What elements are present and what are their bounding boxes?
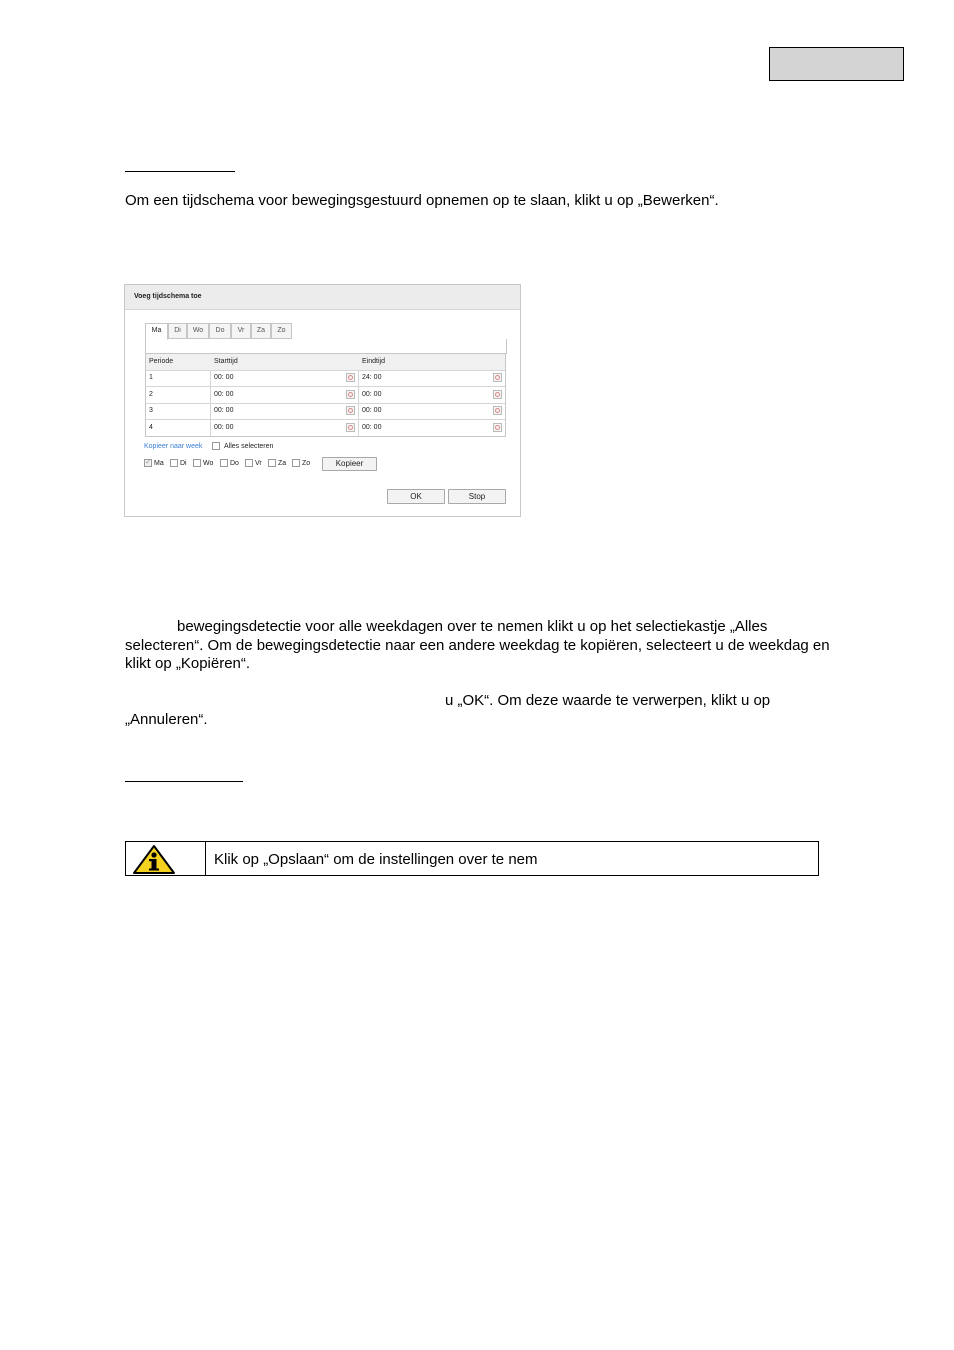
period-number: 2 (149, 391, 153, 398)
day-checkbox-wo[interactable] (193, 459, 201, 467)
tab-di[interactable]: Di (168, 323, 187, 339)
day-checkbox-vr[interactable] (245, 459, 253, 467)
col-eindtijd: Eindtijd (362, 358, 385, 365)
select-all-label: Alles selecteren (224, 443, 274, 450)
day-checkbox-za[interactable] (268, 459, 276, 467)
day-label-ma: Ma (154, 460, 164, 467)
section-heading-rule (125, 171, 235, 172)
day-label-zo: Zo (302, 460, 311, 467)
info-warning-icon (132, 844, 176, 875)
select-all-checkbox[interactable] (212, 442, 220, 450)
start-time-field[interactable]: 00: 00 (214, 374, 234, 381)
clock-icon[interactable] (346, 406, 355, 415)
clock-icon[interactable] (346, 423, 355, 432)
table-header-row (146, 354, 505, 371)
table-row (146, 387, 505, 404)
day-label-za: Za (278, 460, 287, 467)
tab-do[interactable]: Do (209, 323, 231, 339)
col-starttijd: Starttijd (214, 358, 238, 365)
clock-icon[interactable] (346, 390, 355, 399)
info-notice (125, 841, 819, 876)
end-time-field[interactable]: 24: 00 (362, 374, 382, 381)
copy-button[interactable]: Kopieer (322, 457, 377, 471)
tab-za[interactable]: Za (251, 323, 271, 339)
info-text: Klik op „Opslaan“ om de instellingen over te nem (214, 851, 538, 868)
language-header-box (769, 47, 904, 81)
tab-panel (145, 339, 507, 354)
dialog-header (125, 285, 520, 310)
section-heading-rule-2 (125, 781, 243, 782)
ok-button[interactable]: OK (387, 489, 445, 504)
stop-button[interactable]: Stop (448, 489, 506, 504)
clock-icon[interactable] (493, 423, 502, 432)
clock-icon[interactable] (346, 373, 355, 382)
day-label-do: Do (230, 460, 239, 467)
day-label-wo: Wo (203, 460, 214, 467)
period-table (145, 353, 506, 437)
table-row (146, 420, 505, 436)
end-time-field[interactable]: 00: 00 (362, 424, 382, 431)
tab-wo[interactable]: Wo (187, 323, 209, 339)
day-checkbox-do[interactable] (220, 459, 228, 467)
day-checkbox-ma[interactable]: ✓ (145, 459, 151, 466)
tab-zo[interactable]: Zo (271, 323, 292, 339)
start-time-field[interactable]: 00: 00 (214, 407, 234, 414)
start-time-field[interactable]: 00: 00 (214, 424, 234, 431)
period-number: 3 (149, 407, 153, 414)
paragraph-ok-line2: „Annuleren“. (125, 711, 208, 728)
day-checkbox-zo[interactable] (292, 459, 300, 467)
clock-icon[interactable] (493, 373, 502, 382)
paragraph-select-all-line3: klikt op „Kopiëren“. (125, 655, 251, 672)
period-number: 1 (149, 374, 153, 381)
table-row (146, 370, 505, 387)
day-checkbox-di[interactable] (170, 459, 178, 467)
tab-ma[interactable]: Ma (145, 323, 168, 340)
paragraph-select-all-line2: selecteren“. Om de bewegingsdetectie naar een andere weekdag te kopiëren, selecteert u de weekdag en (125, 637, 830, 654)
period-number: 4 (149, 424, 153, 431)
end-time-field[interactable]: 00: 00 (362, 407, 382, 414)
day-label-di: Di (180, 460, 187, 467)
paragraph-ok-line1: u „OK“. Om deze waarde te verwerpen, klikt u op (445, 692, 771, 709)
copy-to-week-link[interactable]: Kopieer naar week (144, 443, 203, 450)
clock-icon[interactable] (493, 406, 502, 415)
col-periode: Periode (149, 358, 174, 365)
end-time-field[interactable]: 00: 00 (362, 391, 382, 398)
table-row (146, 403, 505, 420)
schedule-dialog-screenshot (124, 284, 521, 517)
dialog-title: Voeg tijdschema toe (134, 293, 202, 300)
tab-vr[interactable]: Vr (231, 323, 251, 339)
paragraph-select-all-line1: bewegingsdetectie voor alle weekdagen over te nemen klikt u op het selectiekastje „Alles (177, 618, 768, 635)
clock-icon[interactable] (493, 390, 502, 399)
start-time-field[interactable]: 00: 00 (214, 391, 234, 398)
day-label-vr: Vr (255, 460, 262, 467)
intro-text: Om een tijdschema voor bewegingsgestuurd opnemen op te slaan, klikt u op „Bewerken“. (125, 192, 719, 209)
